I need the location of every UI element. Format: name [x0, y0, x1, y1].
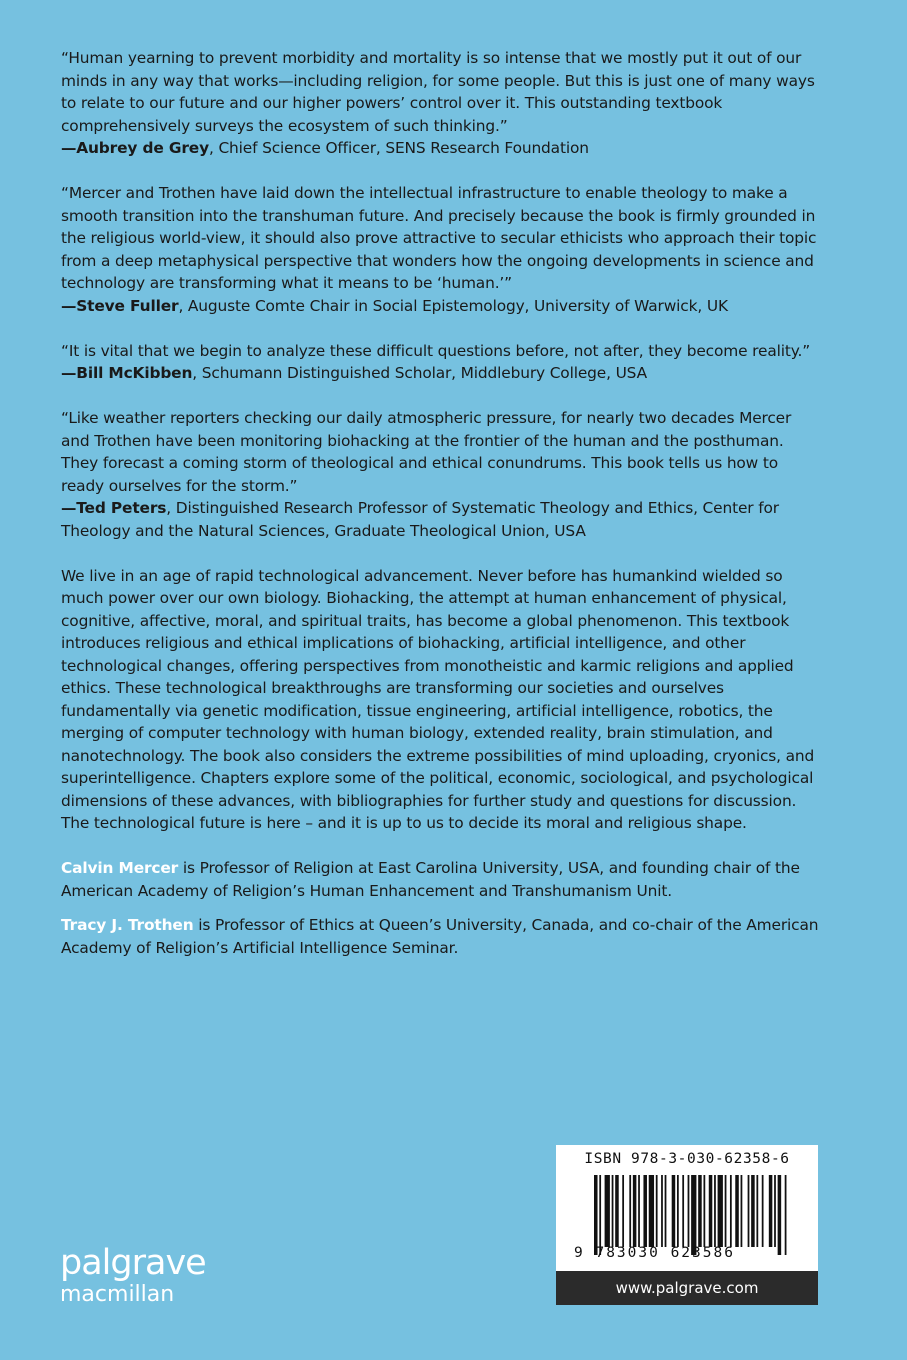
author-bio-text: is Professor of Ethics at Queen’s University, Canada, and co-chair of the American Academy of Religion’s Artificial Intelligence Seminar. — [61, 916, 819, 957]
barcode-bar — [748, 1175, 750, 1247]
barcode-bar — [725, 1175, 727, 1247]
endorsement-quote: “It is vital that we begin to analyze these difficult questions before, not after, they become reality.” — [61, 341, 811, 360]
endorsement-quote: “Mercer and Trothen have laid down the intellectual infrastructure to enable theology to make a smooth transition into the transhuman future. And precisely because the book is firmly grounded in the religious world-view, it should also prove attractive to secular ethicists who approach their topic from a deep metaphysical perspective that wonders how the ongoing developments in science and technology are transforming what it means to be ‘human.’” — [61, 184, 817, 292]
barcode-bar — [661, 1175, 663, 1247]
barcode-bar — [741, 1175, 743, 1247]
barcode-bar — [714, 1175, 716, 1247]
endorsement-2 — [61, 182, 821, 317]
endorsement-3 — [61, 340, 821, 385]
publisher-logo — [60, 1244, 206, 1308]
publisher-logo-line2: macmillan — [60, 1282, 175, 1307]
cover-text — [61, 47, 821, 971]
barcode-bar — [735, 1175, 739, 1247]
barcode-bar — [751, 1175, 755, 1247]
publisher-url: www.palgrave.com — [556, 1271, 818, 1305]
publisher-logo-line1: palgrave — [60, 1243, 206, 1283]
barcode-bar — [656, 1175, 658, 1247]
barcode-bar — [643, 1175, 647, 1247]
isbn-label: ISBN 978-3-030-62358-6 — [584, 1151, 790, 1167]
barcode-bar — [718, 1175, 723, 1247]
barcode-bar — [691, 1175, 696, 1255]
barcode-bar — [599, 1175, 601, 1255]
author-bio-2 — [61, 914, 821, 959]
book-description: We live in an age of rapid technological advancement. Never before has humankind wielded so much power over our own biology. Biohacking, the attempt at human enhancement of physical, cognitive, affective, moral, and spiritual traits, has become a global phenomenon. This textbook introduces religious and ethical implications of biohacking, artificial intelligence, and other technological changes, offering perspectives from monotheistic and karmic religions and applied ethics. These technological breakthroughs are transforming our societies and ourselves fundamentally via genetic modification, tissue engineering, artificial intelligence, robotics, the merging of computer technology with human biology, extended reality, brain stimulation, and nanotechnology. The book also considers the extreme possibilities of mind uploading, cryonics, and superintelligence. Chapters explore some of the political, economic, sociological, and psychological dimensions of these advances, with bibliographies for further study and questions for discussion. The technological future is here – and it is up to us to decide its moral and religious shape. — [61, 566, 815, 832]
barcode-bar — [622, 1175, 624, 1247]
endorser-affiliation: , Distinguished Research Professor of Systematic Theology and Ethics, Center for Theology and the Natural Sciences, Graduate Theological Union, USA — [61, 499, 779, 540]
isbn-barcode-panel — [556, 1145, 818, 1305]
barcode-bar — [612, 1175, 614, 1247]
barcode-bar — [785, 1175, 787, 1255]
barcode-bar — [709, 1175, 713, 1247]
author-name: Calvin Mercer — [61, 859, 179, 877]
endorser-name: —Bill McKibben — [61, 364, 193, 382]
author-name: Tracy J. Trothen — [61, 916, 194, 934]
endorser-affiliation: , Chief Science Officer, SENS Research Foundation — [208, 139, 589, 157]
endorser-name: —Aubrey de Grey — [61, 139, 209, 157]
author-bio-1 — [61, 857, 821, 902]
endorsement-attribution — [61, 362, 821, 385]
author-bio-text: is Professor of Religion at East Carolina University, USA, and founding chair of the American Academy of Religion’s Human Enhancement and Transhumanism Unit. — [61, 859, 800, 900]
barcode-bar — [698, 1175, 702, 1247]
barcode-bar — [615, 1175, 619, 1247]
barcode-bar — [778, 1175, 782, 1255]
barcode-bar — [605, 1175, 610, 1247]
endorser-name: —Ted Peters — [61, 499, 167, 517]
barcode-bar — [762, 1175, 764, 1247]
endorsement-quote: “Like weather reporters checking our daily atmospheric pressure, for nearly two decades Mercer and Trothen have been monitoring biohacking at the frontier of the human and the posthuman. They forecast a coming storm of theological and ethical conundrums. This book tells us how to ready ourselves for the storm.” — [61, 409, 792, 495]
barcode-bar — [629, 1175, 631, 1247]
endorsement-1 — [61, 47, 821, 160]
endorsement-attribution — [61, 295, 821, 318]
endorsement-quote: “Human yearning to prevent morbidity and mortality is so intense that we mostly put it out of our minds in any way that works—including religion, for some people. But this is just one of many ways to relate to our future and our higher powers’ control over it. This outstanding textbook comprehensively surveys the ecosystem of such thinking.” — [61, 49, 815, 135]
endorser-affiliation: , Auguste Comte Chair in Social Epistemology, University of Warwick, UK — [178, 296, 728, 315]
barcode-bar — [769, 1175, 773, 1247]
barcode-bar — [649, 1175, 654, 1247]
barcode-icon — [594, 1175, 790, 1255]
barcode-bar — [677, 1175, 679, 1247]
barcode-bar — [633, 1175, 637, 1247]
barcode-bar — [730, 1175, 732, 1247]
barcode-bar — [703, 1175, 705, 1247]
barcode-bar — [756, 1175, 758, 1247]
endorsement-attribution — [61, 497, 821, 542]
barcode-bar — [665, 1175, 667, 1247]
endorser-affiliation: , Schumann Distinguished Scholar, Middlebury College, USA — [192, 364, 647, 382]
endorser-name: —Steve Fuller — [61, 296, 179, 315]
barcode-digits: 9 783030 623586 — [574, 1245, 735, 1261]
barcode-bar — [688, 1175, 690, 1247]
endorsement-4 — [61, 407, 821, 542]
barcode-bar — [594, 1175, 598, 1255]
barcode-bar — [774, 1175, 776, 1247]
barcode-bar — [682, 1175, 684, 1247]
barcode-bar — [672, 1175, 676, 1247]
barcode-bar — [638, 1175, 640, 1247]
endorsement-attribution — [61, 137, 821, 160]
